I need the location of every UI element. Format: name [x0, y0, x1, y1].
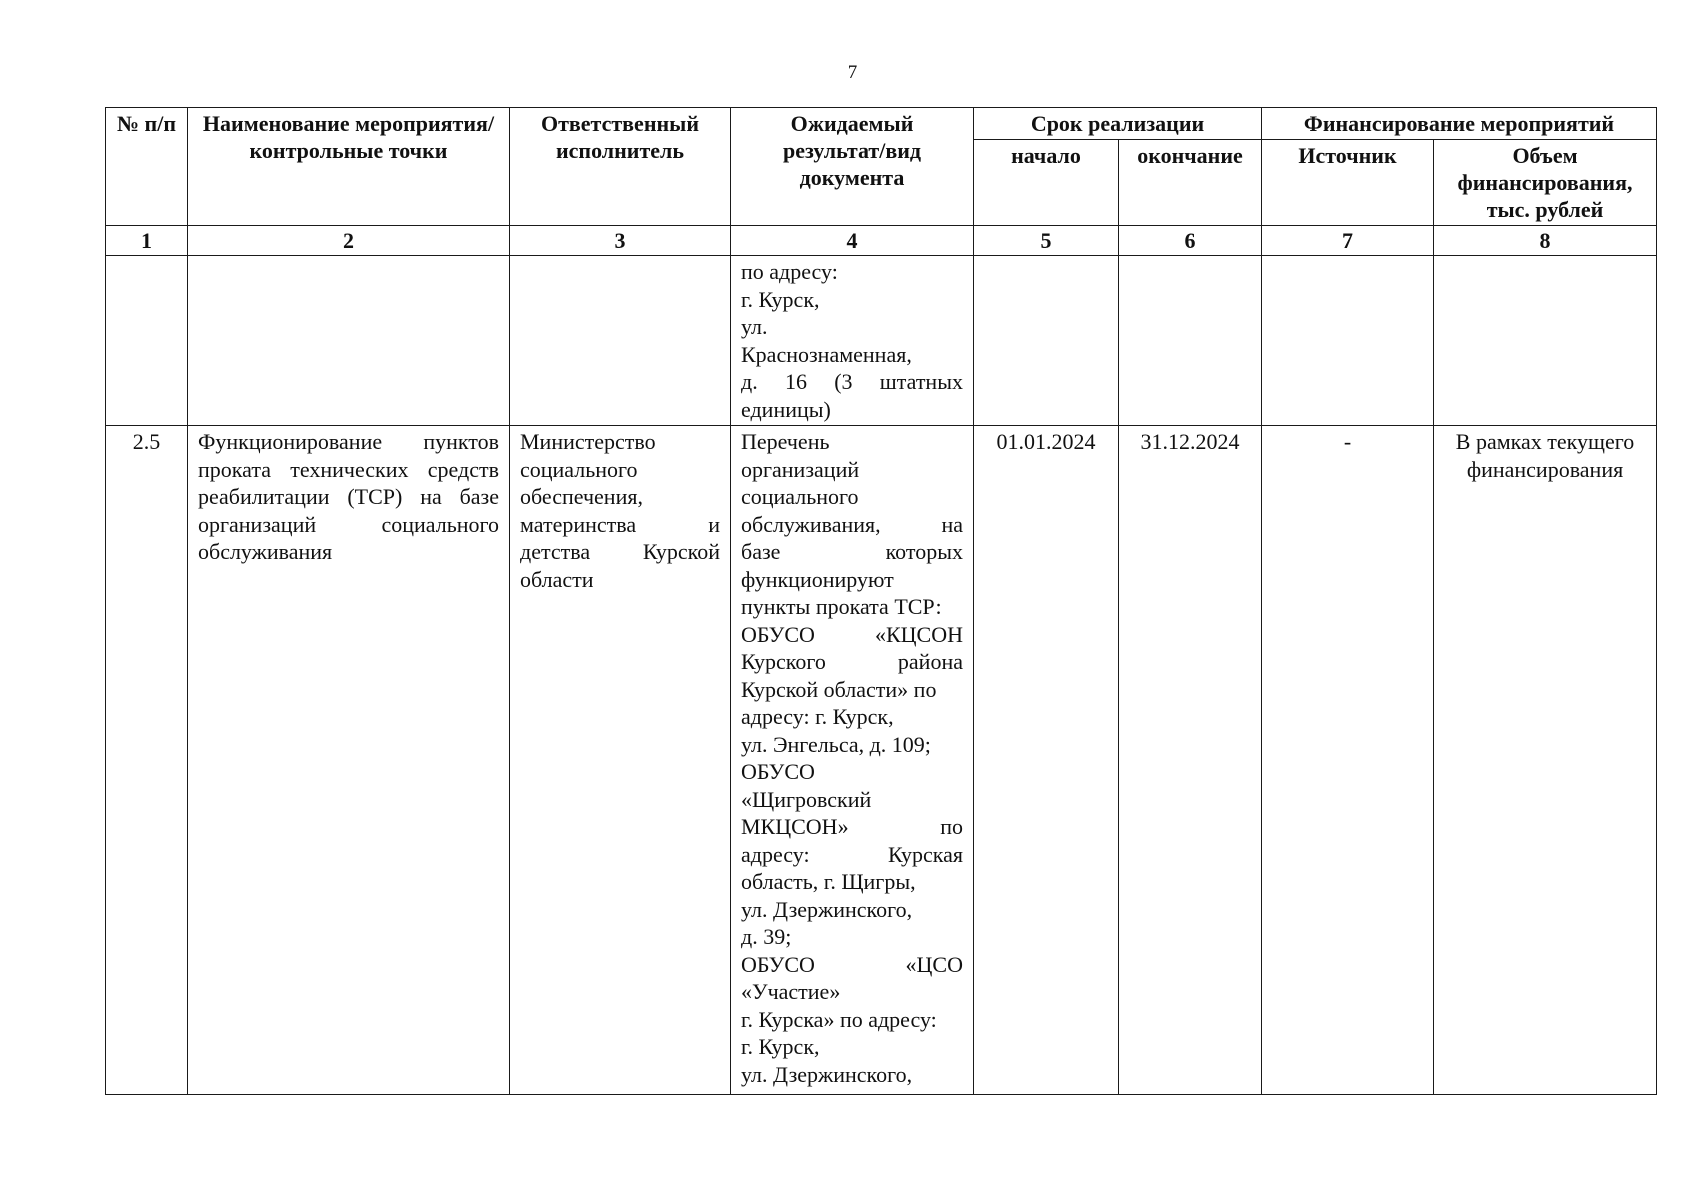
- empty-cell: [974, 256, 1119, 426]
- result-line: ул. Дзержинского,: [741, 896, 913, 922]
- start-date: 01.01.2024: [974, 426, 1119, 1095]
- result-line: г. Курска» по адресу:: [741, 1006, 937, 1032]
- financing-source: -: [1262, 426, 1434, 1095]
- result-line: базе которых: [741, 539, 963, 564]
- action-plan-table: [105, 107, 1657, 1095]
- result-line: адресу: Курская: [741, 841, 963, 867]
- expected-result-cell: [731, 426, 974, 1095]
- financing-volume: В рамках текущего финансирования: [1434, 426, 1657, 1095]
- responsible-executor: Министерство социального обеспечения, материнства и детства Курской области: [510, 426, 731, 1095]
- column-number: 8: [1434, 226, 1657, 256]
- column-number: 6: [1119, 226, 1262, 256]
- page-number: 7: [847, 62, 858, 83]
- empty-cell: [1262, 256, 1434, 426]
- result-line: Курской области» по: [741, 676, 937, 702]
- result-line: ул.: [741, 314, 768, 339]
- result-line: обслуживания, на: [741, 511, 963, 537]
- result-line: ОБУСО: [741, 759, 815, 784]
- empty-cell: [1434, 256, 1657, 426]
- result-line: Краснознаменная,: [741, 341, 912, 367]
- result-line: пункты проката ТСР:: [741, 594, 942, 619]
- column-number-row: [106, 226, 1657, 256]
- activity-name: Функционирование пунктов проката технических средств реабилитации (ТСР) на базе организаций социального обслуживания: [188, 426, 510, 1095]
- empty-cell: [510, 256, 731, 426]
- column-number: 1: [106, 226, 188, 256]
- header-end: окончание: [1119, 140, 1262, 226]
- result-line: ОБУСО «КЦСОН: [741, 621, 963, 647]
- row-number: 2.5: [106, 426, 188, 1095]
- result-line: ОБУСО «ЦСО: [741, 951, 963, 977]
- result-line: адресу: г. Курск,: [741, 704, 894, 729]
- result-line: Перечень: [741, 429, 830, 454]
- result-line: Курского района: [741, 649, 963, 674]
- result-line: г. Курск,: [741, 1034, 820, 1059]
- column-number: 7: [1262, 226, 1434, 256]
- result-line: ул. Дзержинского,: [741, 1061, 913, 1087]
- header-responsible: Ответственный исполнитель: [510, 108, 731, 226]
- header-source: Источник: [1262, 140, 1434, 226]
- column-number: 3: [510, 226, 731, 256]
- empty-cell: [188, 256, 510, 426]
- result-line: единицы): [741, 396, 831, 422]
- result-line: «Участие»: [741, 979, 841, 1004]
- end-date: 31.12.2024: [1119, 426, 1262, 1095]
- result-line: по адресу:: [741, 259, 838, 284]
- result-line: г. Курск,: [741, 286, 820, 312]
- header-num: № п/п: [106, 108, 188, 226]
- column-number: 4: [731, 226, 974, 256]
- result-line: «Щигровский: [741, 786, 872, 812]
- table-row: [106, 426, 1657, 1095]
- continuation-row: [106, 256, 1657, 426]
- result-line: д. 16 (3 штатных: [741, 369, 963, 394]
- result-line: МКЦСОН» по: [741, 814, 963, 839]
- header-start: начало: [974, 140, 1119, 226]
- result-line: область, г. Щигры,: [741, 869, 916, 894]
- result-line: социального: [741, 484, 859, 509]
- column-number: 2: [188, 226, 510, 256]
- result-line: д. 39;: [741, 924, 792, 949]
- result-line: организаций: [741, 456, 860, 482]
- empty-cell: [1119, 256, 1262, 426]
- header-name: Наименование мероприятия/контрольные точки: [188, 108, 510, 226]
- empty-cell: [106, 256, 188, 426]
- column-number: 5: [974, 226, 1119, 256]
- header-row-1: [106, 108, 1657, 140]
- header-financing: Финансирование мероприятий: [1262, 108, 1657, 140]
- header-volume: Объем финансирования, тыс. рублей: [1434, 140, 1657, 226]
- header-period: Срок реализации: [974, 108, 1262, 140]
- result-line: ул. Энгельса, д. 109;: [741, 731, 931, 757]
- continuation-result-cell: [731, 256, 974, 426]
- result-line: функционируют: [741, 566, 894, 592]
- header-result: Ожидаемый результат/вид документа: [731, 108, 974, 226]
